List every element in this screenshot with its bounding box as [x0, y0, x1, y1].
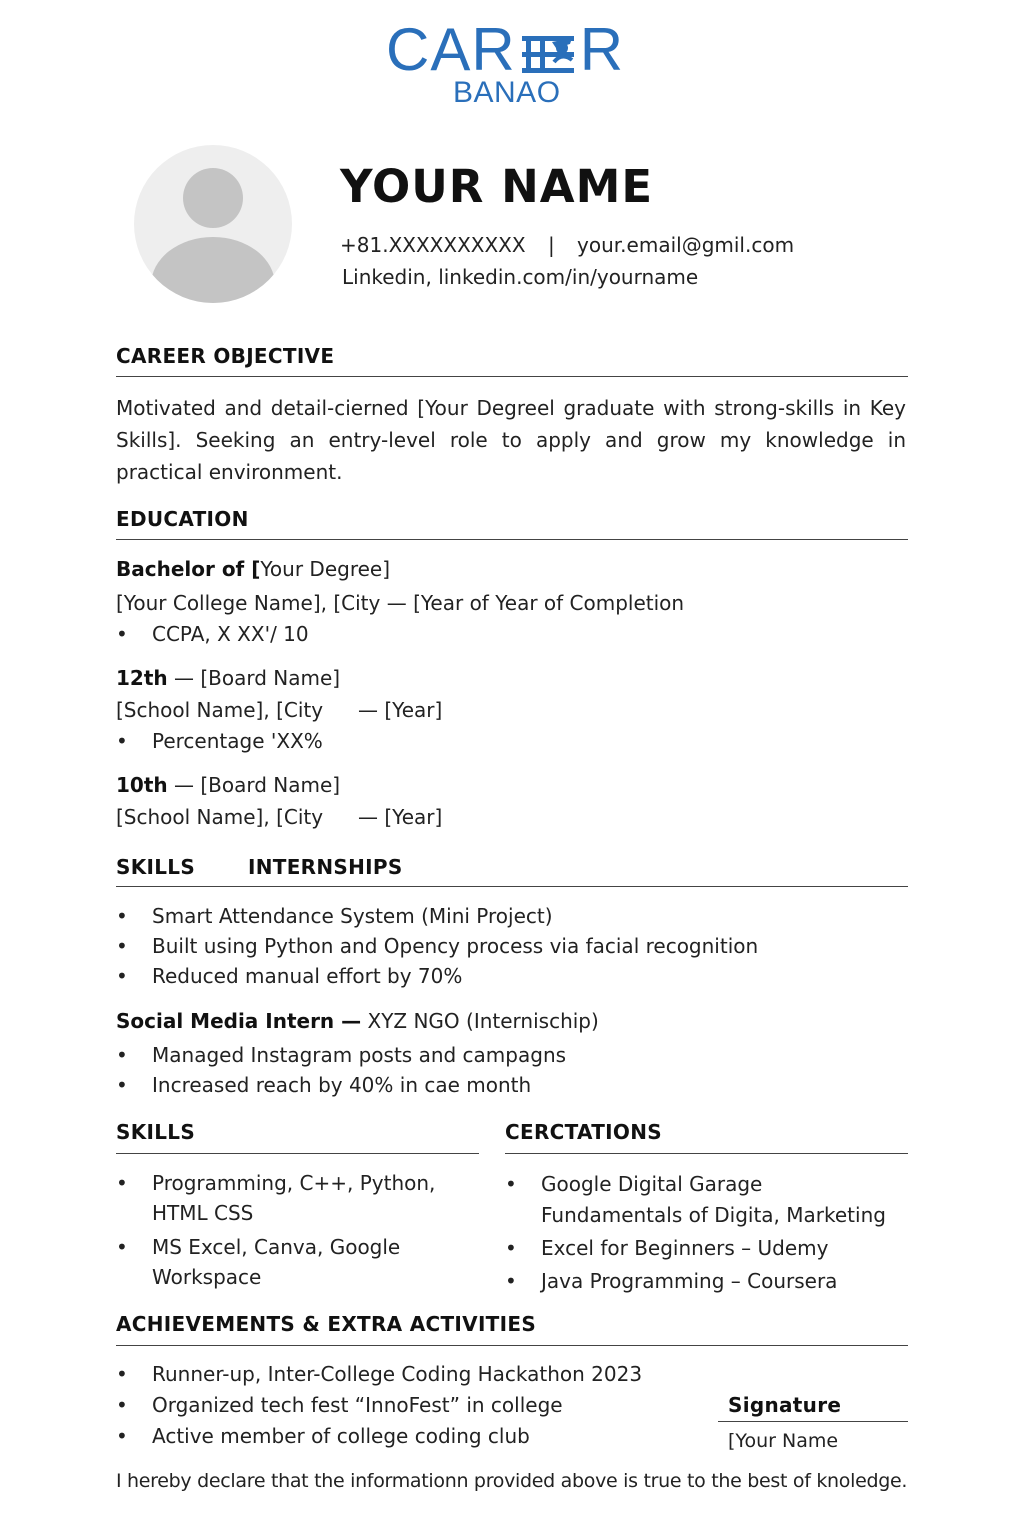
project-bullets: [116, 901, 758, 991]
tenth-board: — [Board Name]: [167, 773, 341, 797]
section-title-education: EDUCATION: [116, 507, 249, 531]
list-item: • Managed Instagram posts and campagns: [116, 1040, 566, 1070]
section-title-skills-top: SKILLS: [116, 855, 196, 879]
list-item: • Google Digital Garage Fundamentals of Digita, Marketing: [505, 1169, 900, 1231]
section-divider: [116, 1153, 479, 1154]
signature-line: [718, 1421, 908, 1422]
list-item: • Excel for Beginners – Udemy: [505, 1233, 900, 1264]
section-title-objective: CAREER OBJECTIVE: [116, 344, 335, 368]
logo-subtext: BANAO: [453, 76, 561, 109]
bachelor-label: Bachelor of [: [116, 557, 261, 581]
twelfth-bullets: [116, 726, 323, 756]
twelfth-school: [School Name], [City: [116, 698, 324, 722]
list-item: • Increased reach by 40% in cae month: [116, 1070, 566, 1100]
signature-name: [Your Name: [728, 1430, 839, 1452]
section-title-certifications: CERCTATIONS: [505, 1120, 662, 1144]
list-item: • Built using Python and Opency process via facial recognition: [116, 931, 758, 961]
section-divider: [116, 1345, 908, 1346]
signature-label: Signature: [728, 1393, 842, 1417]
list-item: • Organized tech fest “InnoFest” in college: [116, 1390, 642, 1421]
objective-text: Motivated and detail-cierned [Your Degreel graduate with strong-skills in Key Skills]. Seeking an entry-level role to apply and grow my knowledge in practical environment.: [116, 396, 906, 484]
bachelor-heading: [116, 557, 390, 581]
list-item: • Programming, C++, Python, HTML CSS: [116, 1168, 488, 1228]
list-item: • Java Programming – Coursera: [505, 1266, 900, 1297]
contact-line: [340, 233, 794, 257]
tenth-label: 10th: [116, 773, 168, 797]
skills-list: [116, 1168, 488, 1292]
linkedin-link[interactable]: Linkedin, linkedin.com/in/yourname: [342, 265, 699, 289]
list-item: • CCPA, X XX'/ 10: [116, 619, 309, 649]
section-divider: [116, 886, 908, 887]
candidate-name: YOUR NAME: [340, 160, 654, 213]
phone-number: +81.XXXXXXXXXX: [340, 233, 526, 257]
section-divider: [116, 376, 908, 377]
logo-wordmark: [386, 18, 624, 82]
twelfth-label: 12th: [116, 666, 168, 690]
contact-separator: |: [547, 233, 555, 257]
list-item: • Runner-up, Inter-College Coding Hackathon 2023: [116, 1359, 642, 1390]
twelfth-year: — [Year]: [358, 698, 443, 722]
intern-role: Social Media Intern —: [116, 1009, 362, 1033]
logo-graduate-icon: [518, 26, 578, 74]
section-title-achievements: ACHIEVEMENTS & EXTRA ACTIVITIES: [116, 1312, 537, 1336]
bachelor-college: [Your College Name], [City — [Year of Year of Completion: [116, 591, 685, 615]
bachelor-degree: Your Degree]: [260, 557, 391, 581]
achievements-list: [116, 1359, 642, 1452]
twelfth-heading: [116, 666, 340, 690]
tenth-year: — [Year]: [358, 805, 443, 829]
intern-org: XYZ NGO (Internischip): [361, 1009, 599, 1033]
list-item: • Reduced manual effort by 70%: [116, 961, 758, 991]
logo-text-left: CAR: [386, 16, 516, 83]
avatar: [134, 145, 292, 303]
certifications-list: [505, 1169, 900, 1297]
tenth-heading: [116, 773, 340, 797]
twelfth-board: — [Board Name]: [167, 666, 341, 690]
section-title-skills: SKILLS: [116, 1120, 196, 1144]
section-divider: [116, 539, 908, 540]
list-item: • MS Excel, Canva, Google Workspace: [116, 1232, 488, 1292]
email-address[interactable]: your.email@gmil.com: [577, 233, 795, 257]
tenth-school: [School Name], [City: [116, 805, 324, 829]
section-title-internships: INTERNSHIPS: [248, 855, 403, 879]
intern-bullets: [116, 1040, 566, 1100]
list-item: • Active member of college coding club: [116, 1421, 642, 1452]
bachelor-bullets: [116, 619, 309, 649]
section-divider: [505, 1153, 908, 1154]
list-item: • Smart Attendance System (Mini Project): [116, 901, 758, 931]
list-item: • Percentage 'XX%: [116, 726, 323, 756]
intern-role-heading: [116, 1009, 599, 1033]
declaration-text: I hereby declare that the informationn provided above is true to the best of knoledge.: [116, 1470, 908, 1492]
logo-text-right: R: [579, 16, 625, 83]
